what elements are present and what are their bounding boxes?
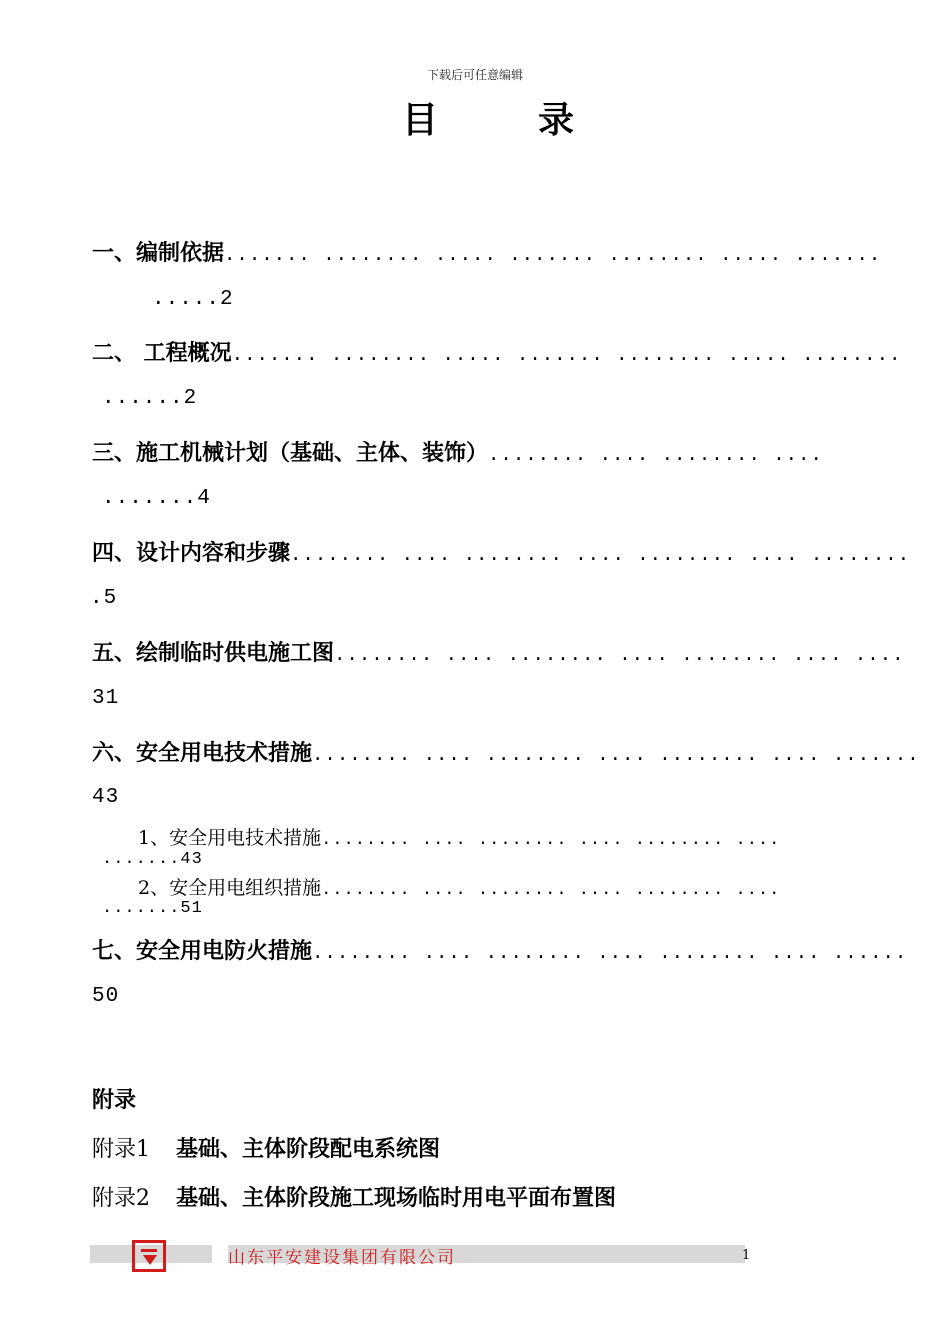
toc-entry-title: 六、安全用电技术措施 bbox=[92, 741, 313, 766]
toc-page-number: 31 bbox=[92, 687, 120, 710]
toc-page-number: ......2 bbox=[102, 387, 198, 410]
toc-leader-dots: ........ .... ........ .... ........ .... bbox=[321, 881, 781, 900]
toc-leader-dots: ....... ........ ..... ....... ........ ..... ........ bbox=[231, 344, 902, 366]
toc-entry-1[interactable] bbox=[92, 236, 881, 267]
toc-page-number: .......43 bbox=[102, 850, 203, 869]
toc-entry-title: 二、 工程概况 bbox=[92, 341, 232, 366]
toc-entry-4[interactable] bbox=[92, 536, 910, 567]
toc-leader-dots: ........ .... ........ .... ........ .... bbox=[321, 831, 781, 850]
toc-page-number: .......4 bbox=[102, 487, 211, 510]
toc-subentry-2[interactable] bbox=[138, 873, 780, 900]
toc-page-number: .5 bbox=[90, 587, 118, 610]
toc-entry-title: 一、编制依据 bbox=[92, 241, 225, 266]
toc-entry-title: 四、设计内容和步骤 bbox=[92, 541, 291, 566]
toc-leader-dots: ........ .... ........ .... ........ .... ........ bbox=[290, 544, 911, 566]
page-title-right: 录 bbox=[538, 100, 575, 141]
toc-entry-5[interactable] bbox=[92, 636, 905, 667]
page-title-left: 目 bbox=[402, 100, 439, 141]
toc-subentry-title: 1、安全用电技术措施 bbox=[138, 827, 322, 849]
toc-entry-title: 五、绘制临时供电施工图 bbox=[92, 641, 335, 666]
appendix-item-1[interactable] bbox=[92, 1132, 440, 1163]
toc-subentry-1[interactable] bbox=[138, 823, 780, 850]
toc-subentry-title: 2、安全用电组织措施 bbox=[138, 877, 322, 899]
toc-leader-dots: ........ .... ........ .... ........ .... .... bbox=[334, 644, 905, 666]
toc-leader-dots: ........ .... ........ .... ........ .... ...... bbox=[312, 942, 908, 964]
toc-entry-title: 七、安全用电防火措施 bbox=[92, 939, 313, 964]
appendix-number: 附录1 bbox=[92, 1137, 150, 1162]
toc-page-number: 43 bbox=[92, 786, 120, 809]
toc-page-number: .......51 bbox=[102, 899, 203, 918]
toc-entry-7[interactable] bbox=[92, 934, 907, 965]
toc-page-number: 50 bbox=[92, 985, 120, 1008]
appendix-number: 附录2 bbox=[92, 1186, 150, 1211]
toc-page-number: .....2 bbox=[152, 288, 234, 311]
footer-company-name: 山东平安建设集团有限公司 bbox=[228, 1248, 456, 1268]
page-number: 1 bbox=[742, 1248, 751, 1263]
company-logo-icon bbox=[132, 1240, 166, 1272]
toc-entry-3[interactable] bbox=[92, 436, 823, 467]
appendix-title: 基础、主体阶段配电系统图 bbox=[176, 1137, 441, 1162]
appendix-heading: 附录 bbox=[92, 1088, 137, 1113]
toc-leader-dots: ........ .... ........ .... bbox=[488, 444, 823, 466]
toc-leader-dots: ........ .... ........ .... ........ .... ....... bbox=[312, 744, 920, 766]
toc-entry-2[interactable] bbox=[92, 336, 901, 367]
toc-entry-6[interactable] bbox=[92, 736, 920, 767]
toc-leader-dots: ....... ........ ..... ....... ........ ..... ....... bbox=[224, 244, 882, 266]
header-note: 下载后可任意编辑 bbox=[426, 68, 523, 82]
appendix-item-2[interactable] bbox=[92, 1181, 616, 1212]
appendix-title: 基础、主体阶段施工现场临时用电平面布置图 bbox=[176, 1186, 617, 1211]
toc-entry-title: 三、施工机械计划（基础、主体、装饰） bbox=[92, 441, 489, 466]
